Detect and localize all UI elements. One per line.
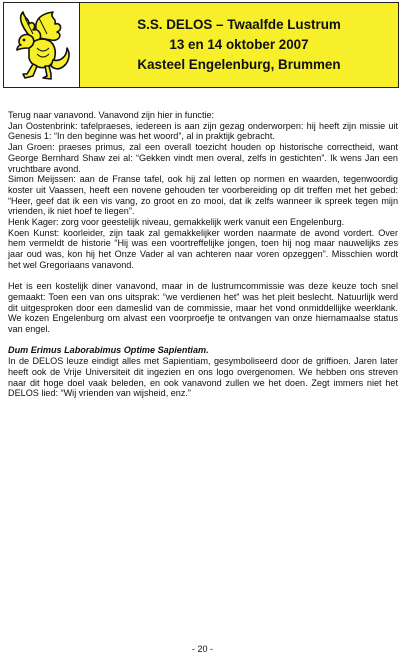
paragraph: Koen Kunst: koorleider, zijn taak zal gemakkelijker worden naarmate de avond vordert. Over hem vermeldt de historie “Hij was een voortreffelijke jongen, toen hij nog maar nauwelijks zes jaar oud was, kon hij het Onze Vader al van achteren naar voren opzeggen”. Misschien wordt het wel Gregoriaans vanavond. xyxy=(8,227,398,270)
paragraph: Jan Groen: praeses primus, zal een overall toezicht houden op historische correctheid, want George Bernhard Shaw zei al: “Gekken vindt men overal, zelfs in gestichten”. Ik wens Jan een vruchtbare avond. xyxy=(8,142,398,174)
spacer xyxy=(8,271,398,282)
logo-box xyxy=(4,3,80,87)
page-header xyxy=(3,2,399,88)
paragraph: Jan Oostenbrink: tafelpraeses, iedereen is aan zijn gezag onderworpen: hij heeft zijn missie uit Genesis 1: “In den beginne was het woord”, al in praktijk gebracht. xyxy=(8,120,398,142)
motto-heading: Dum Erimus Laborabimus Optime Sapientiam. xyxy=(8,345,209,356)
page-body xyxy=(8,110,398,399)
paragraph: Terug naar vanavond. Vanavond zijn hier in functie: xyxy=(8,110,215,120)
paragraph: In de DELOS leuze eindigt alles met Sapientiam, gesymboliseerd door de griffioen. Jaren later heeft ook de Vrije Universiteit dit ingezien en ons logo overgenomen. We hebben ons streven naar dit hoge doel vaak beleden, en ook vanavond zullen we het doen. Zegt immers niet het DELOS lied: “Wij vrienden van wijsheid, enz.” xyxy=(8,356,398,399)
paragraph: Simon Meijssen: aan de Franse tafel, ook hij zal letten op normen en waarden, tegenwoordig koster uit Vaassen, heeft een novene gehouden ter voorbereiding op dit treffen met het gebed: “Heer, geef dat ik een vis vang, zo groot en zo mooi, dat ik zelfs wanneer ik spreek tegen mijn vrienden, ik niet hoef te liegen”. xyxy=(8,174,398,217)
page-number: - 20 - xyxy=(191,644,213,654)
spacer xyxy=(8,335,398,346)
header-title-line-1: S.S. DELOS – Twaalfde Lustrum xyxy=(137,17,341,32)
header-title-line-3: Kasteel Engelenburg, Brummen xyxy=(137,57,341,72)
paragraph: Het is een kostelijk diner vanavond, maar in de lustrumcommissie was deze keuze toch snel gemaakt: Toen een van ons uitsprak: “we verdienen het” was het pleit beslecht. Natuurlijk werd dit uitgesproken door een dameslid van de commissie, maar het vond onmiddellijke weerklank. We kozen Engelenburg om alvast een voorproefje te ontvangen van onze hiernamaalse status van engel. xyxy=(8,281,398,335)
griffin-crest-icon xyxy=(9,8,75,82)
paragraph: Henk Kager: zorg voor geestelijk niveau, gemakkelijk werk vanuit een Engelenburg. xyxy=(8,217,345,228)
header-title-line-2: 13 en 14 oktober 2007 xyxy=(169,37,309,52)
header-title-block xyxy=(80,3,398,87)
